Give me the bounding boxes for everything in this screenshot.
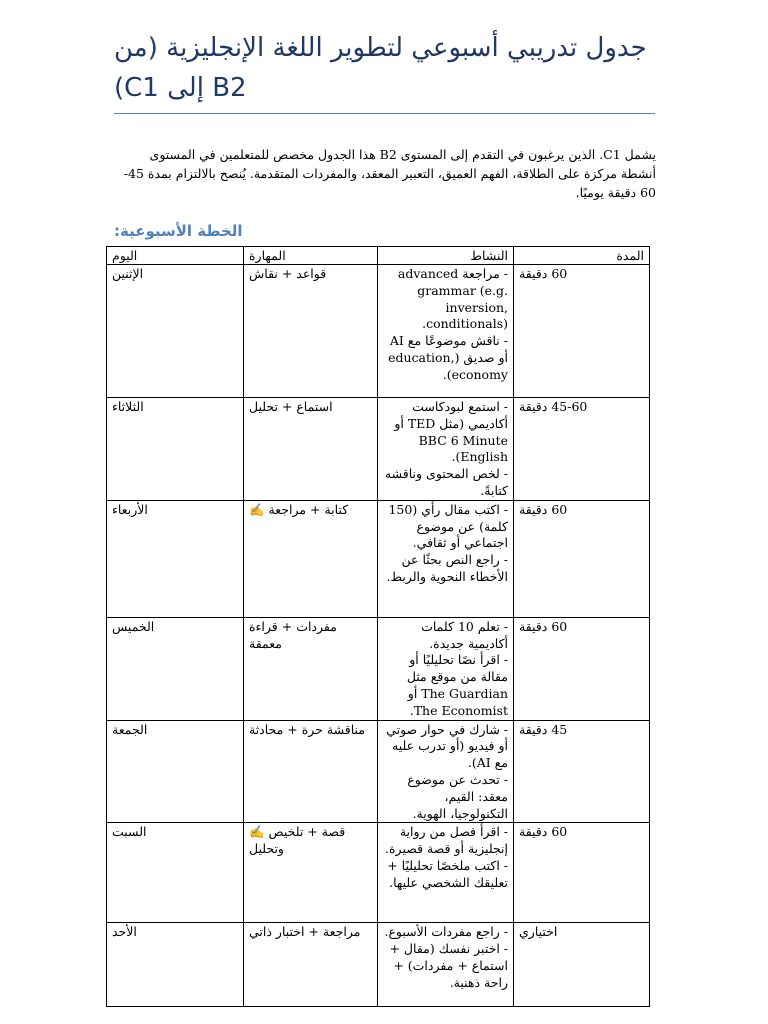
cell-day: الإثنين [107,265,244,398]
cell-duration: 45 دقيقة [514,720,650,823]
activity-line: - اقرأ نصًا تحليليًا أو مقالة من موقع مثل The Guardian أو The Economist. [406,652,508,718]
activity-line: - راجع مفردات الأسبوع. [384,924,508,940]
cell-duration: 45-60 دقيقة [514,398,650,501]
intro-paragraph: يشمل C1. الذين يرغبون في التقدم إلى المستوى B2 هذا الجدول مخصص للمتعلمين في المستوى أنشطة مركزة على الطلاقة، الفهم العميق، التعبير المعقد، والمفردات المتقدمة. يُنصح بالالتزام بمدة 45-60 دقيقة يوميًا. [123,146,656,200]
weekly-plan-table [106,246,650,1007]
activity-line: - اختبر نفسك (مقال + استماع + مفردات) + راحة ذهنية. [389,941,508,990]
activity-line: - اكتب مقال رأي (150 كلمة) عن موضوع اجتماعي أو ثقافي. [388,501,508,551]
activity-line: - مراجعة advanced grammar (e.g. inversion, conditionals). [397,266,508,332]
activity-line: - راجع النص بحثًا عن الأخطاء النحوية والربط. [386,552,508,584]
cell-day: السبت [107,823,244,923]
cell-duration: 60 دقيقة [514,265,650,398]
activity-line: - شارك في حوار صوتي أو فيديو (أو تدرب عليه مع AI). [386,721,508,771]
cell-activity [378,823,514,923]
cell-skill: استماع + تحليل [244,398,378,501]
cell-day: الجمعة [107,720,244,823]
document-title: جدول تدريبي أسبوعي لتطوير اللغة الإنجليزية (من B2 إلى C1) [114,33,647,103]
activity-line: - اكتب ملخصًا تحليليًا + تعليقك الشخصي عليها. [387,857,508,890]
cell-day: الثلاثاء [107,398,244,501]
cell-skill: كتابة + مراجعة ✍️ [244,500,378,617]
header-duration: المدة [514,247,650,265]
table-row [107,923,650,1007]
header-skill: المهارة [244,247,378,265]
activity-line: - تعلم 10 كلمات أكاديمية جديدة. [421,618,508,651]
table-header-row [107,247,650,265]
cell-skill: مناقشة حرة + محادثة [244,720,378,823]
cell-day: الخميس [107,617,244,720]
table-row [107,500,650,617]
table-row [107,720,650,823]
activity-line: - اقرأ فصل من رواية إنجليزية أو قصة قصيرة. [385,824,508,857]
table-row [107,265,650,398]
cell-duration: 60 دقيقة [514,823,650,923]
table-body [107,265,650,1007]
section-heading: الخطة الأسبوعية: [114,222,243,240]
activity-line: - استمع لبودكاست أكاديمي (مثل TED أو BBC 6 Minute English). [394,399,508,465]
cell-duration: اختياري [514,923,650,1007]
cell-activity [378,265,514,398]
cell-day: الأحد [107,923,244,1007]
table-row [107,617,650,720]
cell-activity [378,500,514,617]
cell-duration: 60 دقيقة [514,617,650,720]
activity-line: - تحدث عن موضوع معقد: القيم، التكنولوجيا، الهوية. [407,771,508,821]
title-divider [114,113,655,114]
header-day: اليوم [107,247,244,265]
cell-skill: مراجعة + اختبار ذاتي [244,923,378,1007]
cell-activity [378,398,514,501]
activity-line: - ناقش موضوعًا مع AI أو صديق (education, economy). [388,333,508,382]
cell-activity [378,923,514,1007]
cell-skill: مفردات + قراءة معمقة [244,617,378,720]
header-activity: النشاط [378,247,514,265]
cell-day: الأربعاء [107,500,244,617]
cell-activity [378,617,514,720]
cell-skill: قصة + تلخيص ✍️ وتحليل [244,823,378,923]
table-row [107,398,650,501]
cell-duration: 60 دقيقة [514,500,650,617]
table-row [107,823,650,923]
activity-line: - لخص المحتوى وناقشه كتابةً. [384,466,508,498]
cell-skill: قواعد + نقاش [244,265,378,398]
cell-activity [378,720,514,823]
